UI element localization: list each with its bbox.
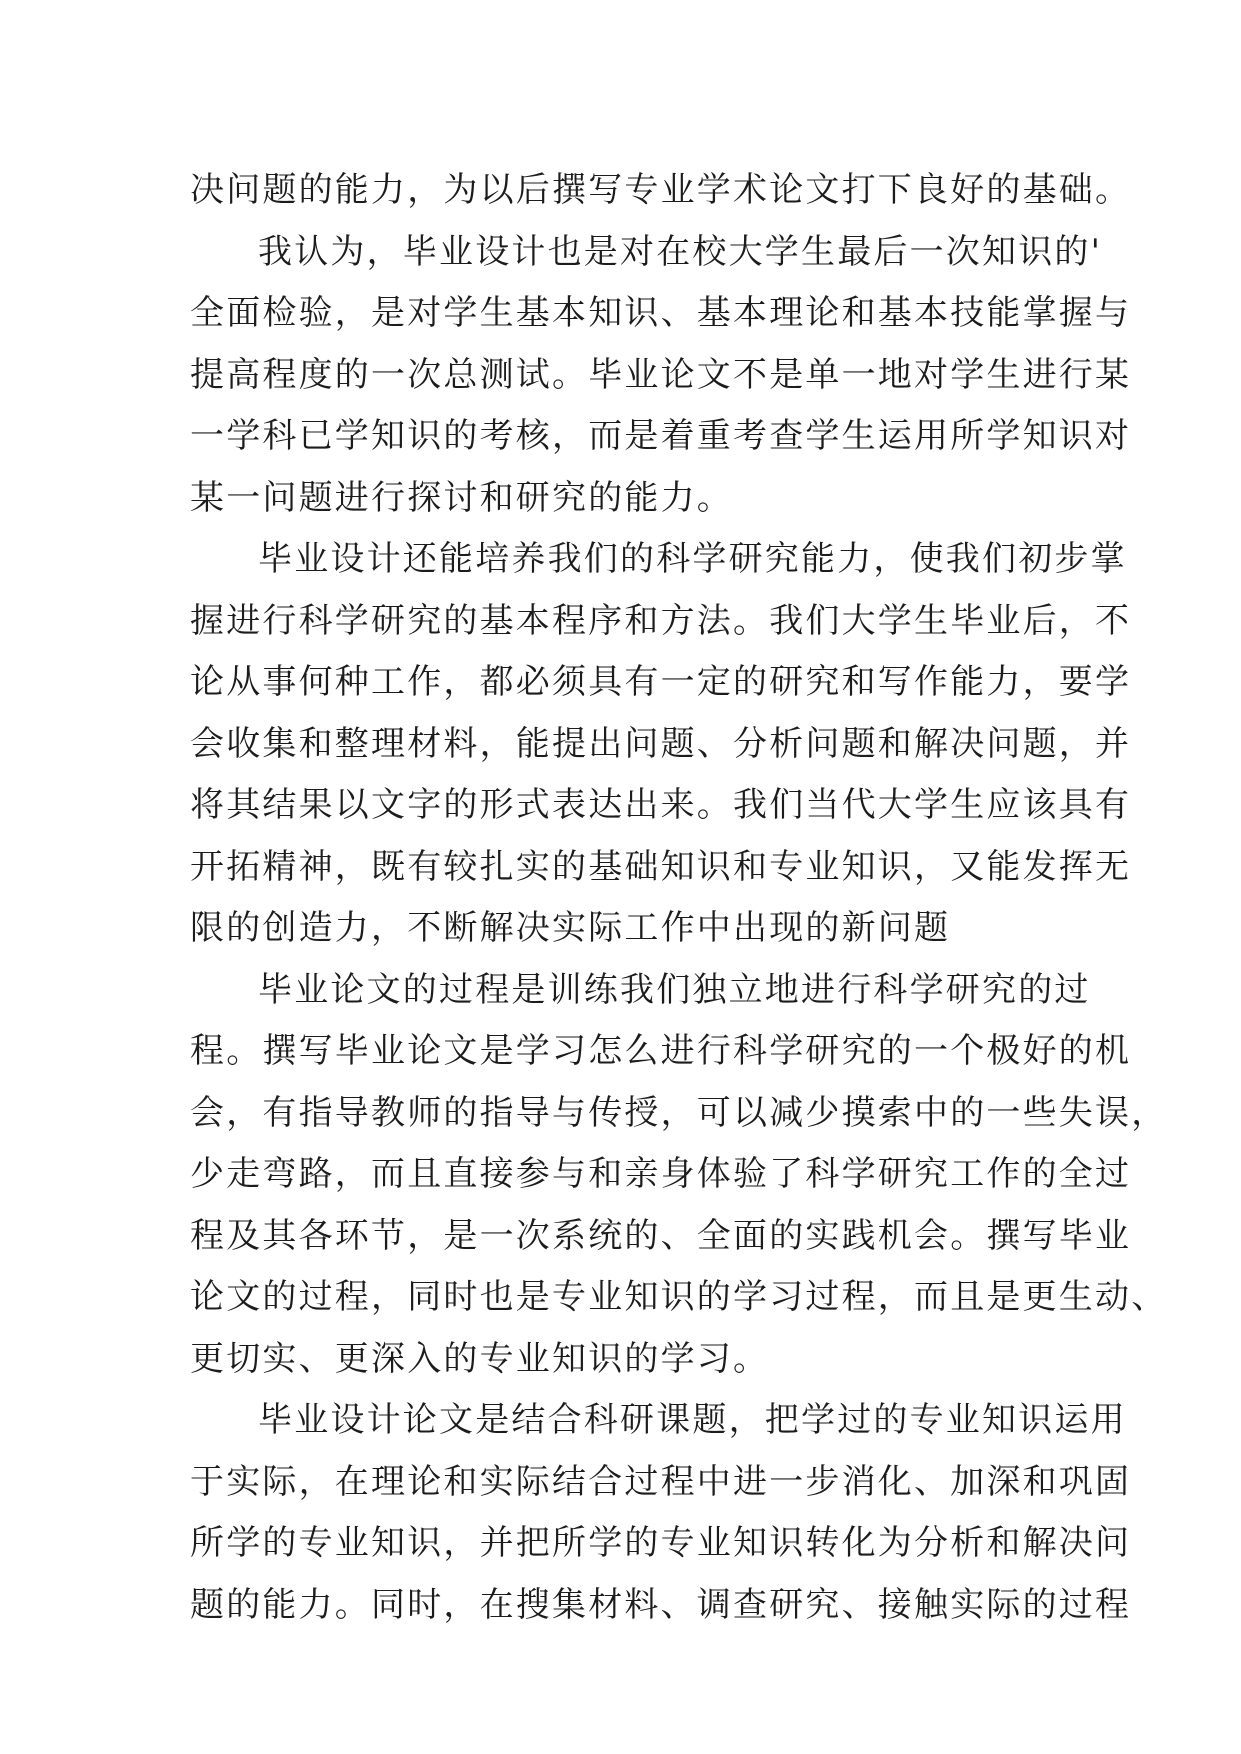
text-line: 更切实、更深入的专业知识的学习。 xyxy=(190,1338,770,1379)
text-line: 全面检验，是对学生基本知识、基本理论和基本技能掌握与 xyxy=(190,293,1132,333)
text-line: 一学科已学知识的考核，而是着重考查学生运用所学知识对 xyxy=(190,416,1132,456)
text-line: 某一问题进行探讨和研究的能力。 xyxy=(190,477,733,518)
text-line: 程及其各环节，是一次系统的、全面的实践机会。撰写毕业 xyxy=(190,1215,1132,1256)
text-line: 毕业设计论文是结合科研课题，把学过的专业知识运用 xyxy=(258,1400,1127,1440)
text-line: 我认为，毕业设计也是对在校大学生最后一次知识的' xyxy=(258,231,1103,272)
text-line: 决问题的能力，为以后撰写专业学术论文打下良好的基础。 xyxy=(190,170,1132,210)
text-line: 限的创造力，不断解决实际工作中出现的新问题 xyxy=(190,908,951,948)
text-line: 论从事何种工作，都必须具有一定的研究和写作能力，要学 xyxy=(190,662,1132,702)
text-line: 将其结果以文字的形式表达出来。我们当代大学生应该具有 xyxy=(190,785,1132,825)
text-line: 握进行科学研究的基本程序和方法。我们大学生毕业后，不 xyxy=(190,600,1132,641)
text-line: 于实际，在理论和实际结合过程中进一步消化、加深和巩固 xyxy=(190,1461,1132,1502)
text-line: 会，有指导教师的指导与传授，可以减少摸索中的一些失误， xyxy=(190,1092,1168,1133)
text-line: 会收集和整理材料，能提出问题、分析问题和解决问题，并 xyxy=(190,723,1132,764)
body-text xyxy=(190,160,1168,1636)
text-line: 提高程度的一次总测试。毕业论文不是单一地对学生进行某 xyxy=(190,354,1132,395)
text-line: 程。撰写毕业论文是学习怎么进行科学研究的一个极好的机 xyxy=(190,1031,1132,1071)
text-line: 毕业论文的过程是训练我们独立地进行科学研究的过 xyxy=(258,969,1091,1010)
text-line: 题的能力。同时，在搜集材料、调查研究、接触实际的过程 xyxy=(190,1584,1132,1625)
text-line: 所学的专业知识，并把所学的专业知识转化为分析和解决问 xyxy=(190,1523,1132,1563)
text-line: 少走弯路，而且直接参与和亲身体验了科学研究工作的全过 xyxy=(190,1154,1132,1194)
text-line: 毕业设计还能培养我们的科学研究能力，使我们初步掌 xyxy=(258,539,1127,579)
text-line: 开拓精神，既有较扎实的基础知识和专业知识，又能发挥无 xyxy=(190,846,1132,887)
text-line: 论文的过程，同时也是专业知识的学习过程，而且是更生动、 xyxy=(190,1277,1168,1317)
